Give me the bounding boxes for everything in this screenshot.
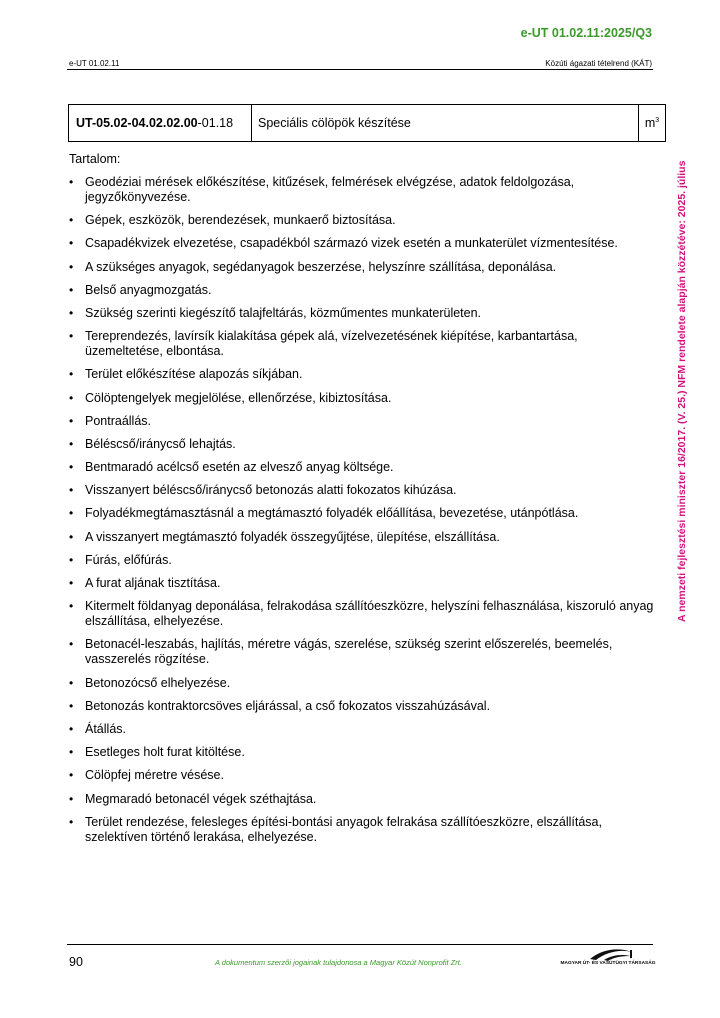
list-item: • Betonozócső elhelyezése. [68,676,658,691]
item-unit-base: m [644,116,656,130]
contents-list [68,175,658,853]
header-right-title: Közúti ágazati tételrend (KÁT) [545,59,652,68]
association-logo [560,946,656,972]
list-item: • Bentmaradó acélcső esetén az elvesző anyag költsége. [68,460,658,475]
list-item: • Tereprendezés, lavírsík kialakítása gépek alá, vízelvezetésének kiépítése, karbantartása, üzemeltetése, elbontása. [68,329,658,359]
list-item: • Megmaradó betonacél végek széthajtása. [68,792,658,807]
list-item: • A visszanyert megtámasztó folyadék összegyűjtése, ülepítése, elszállítása. [68,530,658,545]
list-item: • Esetleges holt furat kitöltése. [68,745,658,760]
copyright-notice: A dokumentum szerzői jogainak tulajdonosa a Magyar Közút Nonprofit Zrt. [215,958,462,967]
contents-label: Tartalom: [69,152,121,166]
list-item: • Visszanyert béléscső/iránycső betonozás alatti fokozatos kihúzása. [68,483,658,498]
list-item: • Pontraállás. [68,414,658,429]
list-item: • Geodéziai mérések előkészítése, kitűzések, felmérések elvégzése, adatok feldolgozása, jegyzőkönyvezése. [68,175,658,205]
document-code: e-UT 01.02.11:2025/Q3 [520,26,652,40]
list-item: • Cölöpfej méretre vésése. [68,768,658,783]
logo-caption: MAGYAR ÚT- ÉS VASÚTÜGYI TÁRSASÁG [560,961,656,966]
list-item: • Gépek, eszközök, berendezések, munkaerő biztosítása. [68,213,658,228]
item-code-bold: UT-05.02-04.02.02.00 [76,116,198,130]
item-description: Speciális cölöpök készítése [252,105,639,141]
page-number: 90 [69,955,83,969]
list-item: • Csapadékvizek elvezetése, csapadékból származó vizek esetén a munkaterület vízmentesítése. [68,236,658,251]
list-item: • A szükséges anyagok, segédanyagok beszerzése, helyszínre szállítása, deponálása. [68,260,658,275]
publication-side-note: A nemzeti fejlesztési miniszter 16/2017. (V. 25.) NFM rendelete alapján közzétéve: 2025. július [676,160,688,622]
list-item: • Betonacél-leszabás, hajlítás, méretre vágás, szerelése, szükség szerint előszerelés, beemelés, vasszerelés rögzítése. [68,637,658,667]
item-unit [639,105,665,141]
list-item: • Terület rendezése, felesleges építési-bontási anyagok felrakása szállítóeszközre, elszállítása, szelektíven történő lerakása, elhelyezése. [68,815,658,845]
list-item: • Kitermelt földanyag deponálása, felrakodása szállítóeszközre, helyszíni felhasználása, kiszoruló anyag elszállítása, elhelyezése. [68,599,658,629]
list-item: • Béléscső/iránycső lehajtás. [68,437,658,452]
item-table [68,104,666,142]
list-item: • A furat aljának tisztítása. [68,576,658,591]
list-item: • Terület előkészítése alapozás síkjában. [68,367,658,382]
header-divider [67,69,653,70]
swoosh-logo-icon [560,946,656,962]
item-unit-exponent: 3 [655,116,660,124]
item-code-suffix: -01.18 [197,116,234,130]
footer-divider [67,944,653,945]
list-item: • Betonozás kontraktorcsöves eljárással, a cső fokozatos visszahúzásával. [68,699,658,714]
list-item: • Fúrás, előfúrás. [68,553,658,568]
list-item: • Cölöptengelyek megjelölése, ellenőrzése, kibiztosítása. [68,391,658,406]
list-item: • Szükség szerinti kiegészítő talajfeltárás, közműmentes munkaterületen. [68,306,658,321]
list-item: • Belső anyagmozgatás. [68,283,658,298]
list-item: • Átállás. [68,722,658,737]
header-left-code: e-UT 01.02.11 [69,59,120,68]
list-item: • Folyadékmegtámasztásnál a megtámasztó folyadék előállítása, bevezetése, utánpótlása. [68,506,658,521]
item-code-cell [69,105,252,141]
